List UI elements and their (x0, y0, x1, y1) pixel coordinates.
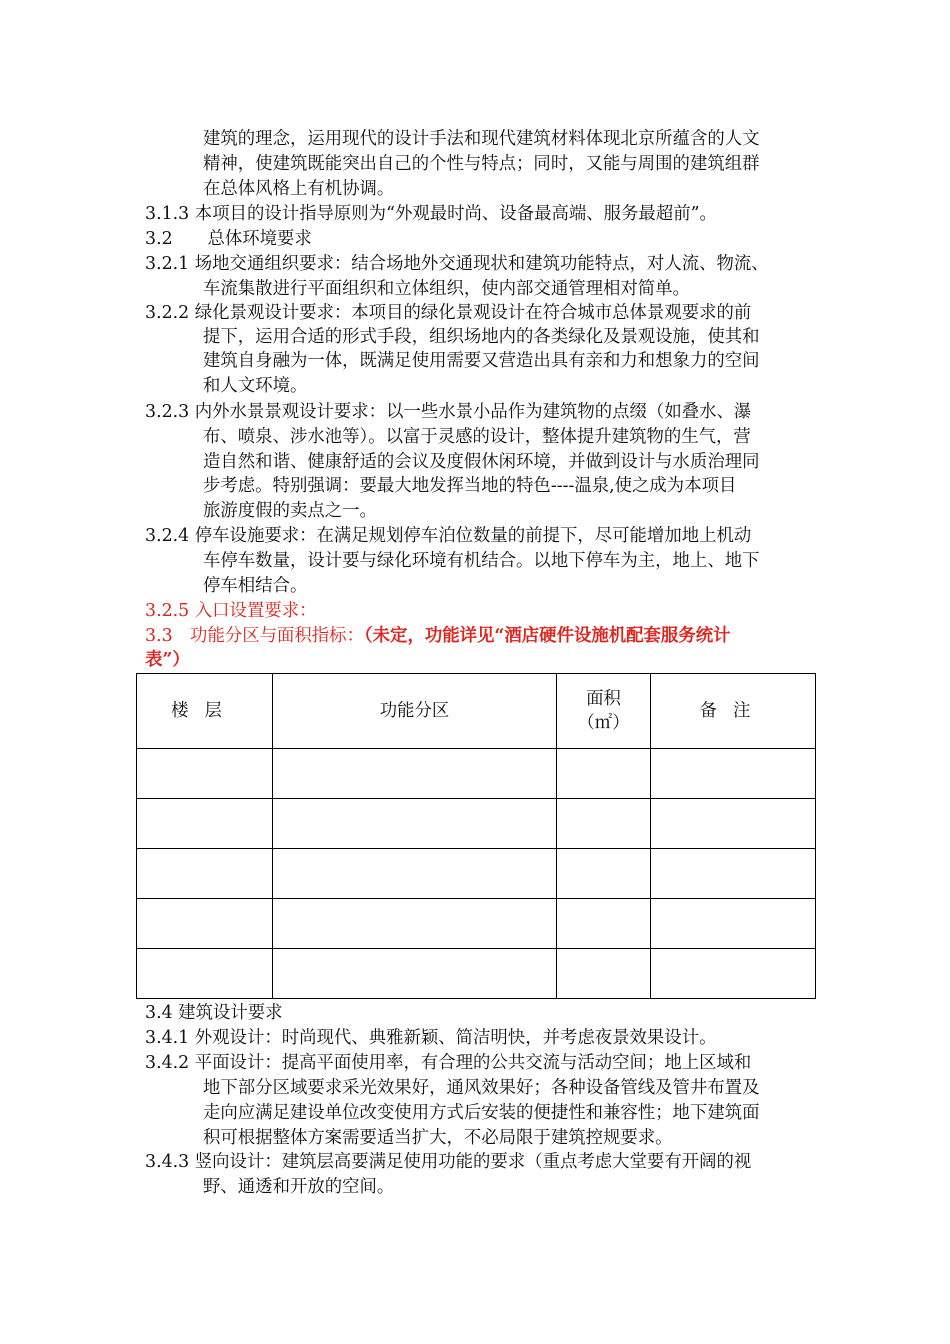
section-3-2-5: 3.2.5 入口设置要求： (145, 601, 317, 621)
table-cell (557, 749, 651, 799)
paragraph-line: 旅游度假的卖点之一。 (203, 501, 377, 521)
section-3-3-heading (145, 623, 730, 649)
section-3-2-1: 3.2.1 场地交通组织要求：结合场地外交通现状和建筑功能特点，对人流、物流、 (145, 254, 769, 274)
paragraph-line: 提下，运用合适的形式手段，组织场地内的各类绿化及景观设施，使其和 (203, 327, 760, 347)
table-cell (137, 799, 273, 849)
table-row (137, 749, 816, 799)
table-row (137, 799, 816, 849)
paragraph-line: 车流集散进行平面组织和立体组织，使内部交通管理相对简单。 (203, 279, 690, 299)
section-3-3-note: （未定，功能详见“酒店硬件设施机配套服务统计 (363, 626, 731, 646)
paragraph-line: 地下部分区域要求采光效果好，通风效果好；各种设备管线及管井布置及 (203, 1078, 760, 1098)
table-cell (273, 749, 557, 799)
area-table (136, 673, 816, 999)
section-3-1-3: 3.1.3 本项目的设计指导原则为“外观最时尚、设备最高端、服务最超前”。 (145, 204, 717, 224)
table-cell (557, 799, 651, 849)
paragraph-line: 积可根据整体方案需要适当扩大，不必局限于建筑控规要求。 (203, 1128, 673, 1148)
section-3-4-heading: 3.4 建筑设计要求 (145, 1003, 283, 1023)
paragraph-line: 造自然和谐、健康舒适的会议及度假休闲环境，并做到设计与水质治理同 (203, 452, 760, 472)
paragraph-line: 车停车数量，设计要与绿化环境有机结合。以地下停车为主，地上、地下 (203, 551, 760, 571)
paragraph-line: 布、喷泉、涉水池等）。以富于灵感的设计，整体提升建筑物的生气，营 (203, 427, 751, 447)
header-area (557, 674, 651, 749)
table-cell (651, 899, 816, 949)
section-3-2-3: 3.2.3 内外水景景观设计要求：以一些水景小品作为建筑物的点缀（如叠水、瀑 (145, 402, 752, 422)
table-cell (137, 899, 273, 949)
section-3-4-2: 3.4.2 平面设计：提高平面使用率，有合理的公共交流与活动空间；地上区域和 (145, 1053, 752, 1073)
table-row (137, 899, 816, 949)
table-cell (651, 799, 816, 849)
table-cell (273, 799, 557, 849)
section-3-3-title: 3.3 功能分区与面积指标： (145, 626, 364, 646)
section-3-2-4: 3.2.4 停车设施要求：在满足规划停车泊位数量的前提下，尽可能增加地上机动 (145, 526, 752, 546)
section-3-4-1: 3.4.1 外观设计：时尚现代、典雅新颖、简洁明快，并考虑夜景效果设计。 (145, 1028, 717, 1048)
paragraph-line: 和人文环境。 (203, 376, 308, 396)
table-cell (557, 949, 651, 999)
section-3-4-3: 3.4.3 竖向设计：建筑层高要满足使用功能的要求（重点考虑大堂要有开阔的视 (145, 1152, 752, 1172)
header-area-unit: （㎡） (577, 713, 630, 733)
section-3-3-note-cont: 表”） (145, 650, 190, 670)
table-cell (137, 949, 273, 999)
table-cell (651, 949, 816, 999)
table-cell (273, 849, 557, 899)
paragraph-line: 步考虑。特别强调：要最大地发挥当地的特色----温泉,使之成为本项目 (203, 476, 737, 496)
table-cell (273, 949, 557, 999)
table-cell (557, 849, 651, 899)
header-floor: 楼层 (137, 674, 273, 749)
paragraph-line: 停车相结合。 (203, 576, 308, 596)
paragraph-line: 在总体风格上有机协调。 (203, 179, 395, 199)
table-cell (273, 899, 557, 949)
section-3-2-2: 3.2.2 绿化景观设计要求：本项目的绿化景观设计在符合城市总体景观要求的前 (145, 303, 752, 323)
table-cell (557, 899, 651, 949)
paragraph-line: 精神，使建筑既能突出自己的个性与特点；同时，又能与周围的建筑组群 (203, 154, 760, 174)
header-zone: 功能分区 (273, 674, 557, 749)
header-area-label: 面积 (586, 689, 621, 709)
paragraph-line: 走向应满足建设单位改变使用方式后安装的便捷性和兼容性；地下建筑面 (203, 1103, 760, 1123)
table-cell (651, 849, 816, 899)
table-row (137, 949, 816, 999)
table-cell (137, 749, 273, 799)
table-row (137, 849, 816, 899)
section-3-2-heading: 3.2 总体环境要求 (145, 229, 312, 249)
header-note: 备注 (651, 674, 816, 749)
table-cell (651, 749, 816, 799)
table-cell (137, 849, 273, 899)
table-header-row (137, 674, 816, 749)
paragraph-line: 建筑自身融为一体，既满足使用需要又营造出具有亲和力和想象力的空间 (203, 351, 760, 371)
paragraph-line: 野、通透和开放的空间。 (203, 1177, 395, 1197)
paragraph-line: 建筑的理念，运用现代的设计手法和现代建筑材料体现北京所蕴含的人文 (203, 129, 760, 149)
